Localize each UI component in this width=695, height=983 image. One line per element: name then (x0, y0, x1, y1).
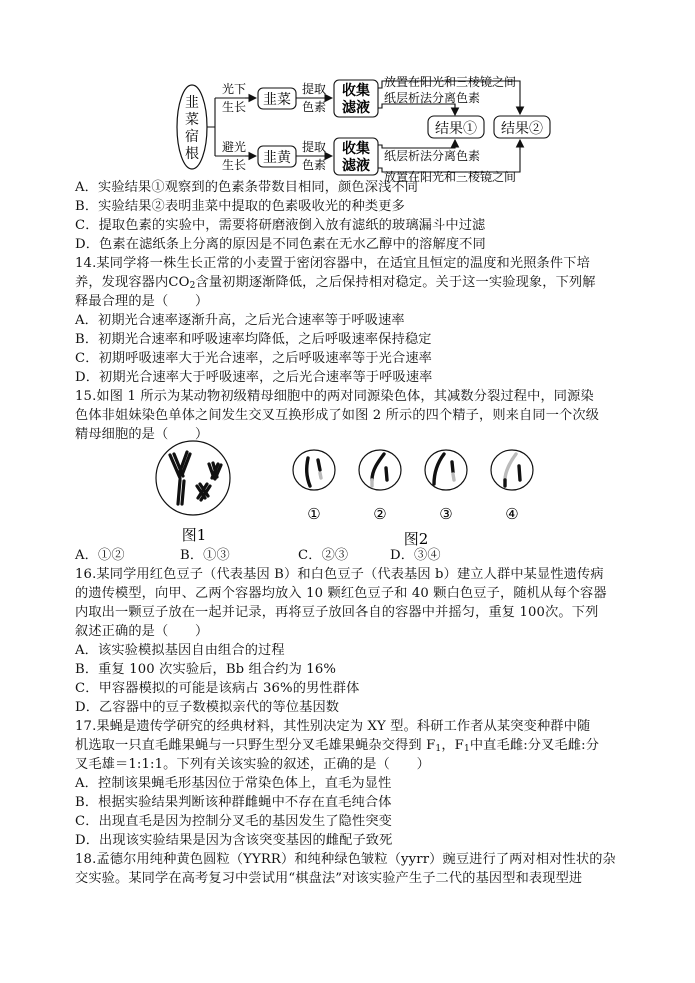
q15-stem-3: 精母细胞的是（ ） (75, 427, 209, 442)
lower-collect-1: 收集 (342, 141, 370, 157)
q15-option-d: D．③④ (390, 548, 441, 563)
q13-option-b: B．实验结果②表明韭菜中提取的色素吸收光的种类更多 (75, 199, 405, 214)
q17-stem-2 (75, 737, 599, 758)
q16-stem-2: 的遗传模型，向甲、乙两个容器均放入 10 颗红色豆子和 40 颗白色豆子，随机从每个容器 (75, 586, 607, 601)
sperm-label-2: ② (373, 505, 387, 523)
q14-stem-2-sub: 2 (189, 281, 196, 291)
q16-stem-4: 叙述正确的是（ ） (75, 624, 209, 639)
q15-option-c: C．②③ (298, 548, 349, 563)
q15-option-b: B．①③ (180, 548, 230, 563)
lower-condition-1: 避光 (222, 140, 247, 154)
q17-stem-2a: 机选取一只直毛雌果蝇与一只野生型分叉毛雄果蝇杂交得到 F (75, 738, 436, 753)
q17-stem-1: 17.果蝇是遗传学研究的经典材料，其性别决定为 XY 型。科研工作者从某突变种群中随 (75, 719, 591, 734)
fig1-label: 图1 (181, 526, 207, 544)
q15-stem-2: 色体非姐妹染色单体之间发生交叉互换形成了如图 2 所示的四个精子，则来自同一个次级 (75, 408, 600, 423)
upper-condition-1: 光下 (222, 82, 247, 96)
fig1-chromosome-pair-3 (178, 480, 184, 504)
fig1-chromosome-pair-2 (209, 463, 221, 479)
lower-extract-1: 提取 (302, 140, 327, 154)
q18-stem-1: 18.孟德尔用纯种黄色圆粒（YYRR）和纯种绿色皱粒（yyrr）豌豆进行了两对相对性状的杂 (75, 852, 616, 867)
q17-stem-2b: ，F (441, 738, 464, 753)
q17-option-b: B．根据实验结果判断该种群雌蝇中不存在直毛纯合体 (75, 795, 392, 810)
q14-stem-3: 释最合理的是（ ） (75, 294, 209, 309)
result2: 结果② (501, 121, 543, 137)
q13-option-a: A．实验结果①观察到的色素条带数目相同，颜色深浅不同 (75, 180, 419, 195)
q15-stem-1: 15.如图 1 所示为某动物初级精母细胞中的两对同源染色体，其减数分裂过程中，同源染 (75, 389, 594, 404)
q17-stem-2c: 中直毛雌:分叉毛雌:分 (469, 738, 600, 753)
sperm-1 (293, 450, 335, 490)
q16-option-d: D．乙容器中的豆子数模拟亲代的等位基因数 (75, 700, 340, 715)
sperm-label-3: ③ (439, 505, 453, 523)
sperm-label-1: ① (307, 505, 321, 523)
q14-stem-2b: 含量初期逐渐降低，之后保持相对稳定。关于这一实验现象，下列解 (195, 275, 596, 290)
sperm-3 (425, 450, 467, 490)
q16-option-b: B．重复 100 次实验后，Bb 组合约为 16% (75, 662, 337, 677)
lower-extract-2: 色素 (302, 158, 327, 172)
upper-condition-2: 生长 (222, 100, 247, 114)
upper-extract-2: 色素 (302, 100, 327, 114)
q14-stem-2a: 养，发现容器内CO (75, 275, 190, 290)
lower-collect-2: 滤液 (342, 158, 370, 174)
q17-option-d: D．出现该实验结果是因为含该突变基因的雌配子致死 (75, 833, 393, 848)
upper-method-bottom: 纸层析法分离色素 (384, 91, 481, 105)
q13-option-c: C．提取色素的实验中，需要将研磨液倒入放有滤纸的玻璃漏斗中过滤 (75, 218, 486, 233)
flow-diagram (0, 0, 695, 190)
root-char-1: 韭 (185, 95, 199, 111)
lower-plant: 韭黄 (263, 150, 291, 166)
fig1-cell (156, 441, 230, 515)
upper-collect-1: 收集 (342, 83, 370, 99)
fig1-chromosome-pair-1 (170, 452, 190, 478)
sperm-label-4: ④ (505, 505, 519, 523)
q15-figures (0, 440, 695, 550)
root-char-3: 宿 (185, 129, 199, 145)
q16-option-a: A．该实验模拟基因自由组合的过程 (75, 643, 285, 658)
q18-stem-2: 交实验。某同学在高考复习中尝试用“棋盘法”对该实验产生子二代的基因型和表现型进 (75, 871, 583, 886)
q14-option-d: D．初期光合速率大于呼吸速率，之后光合速率等于呼吸速率 (75, 370, 433, 385)
upper-extract-1: 提取 (302, 82, 327, 96)
upper-collect-2: 滤液 (342, 100, 370, 116)
sperm-4 (491, 450, 533, 490)
q13-option-d: D．色素在滤纸条上分离的原因是不同色素在无水乙醇中的溶解度不同 (75, 237, 486, 252)
root-char-2: 菜 (185, 112, 199, 128)
fig1-chromosome-pair-4 (197, 484, 210, 500)
fig2-label: 图2 (403, 530, 429, 548)
root-char-4: 根 (185, 146, 199, 162)
result1: 结果① (435, 121, 477, 137)
q17-stem-2-sub2: 1 (463, 744, 470, 754)
q17-option-a: A．控制该果蝇毛形基因位于常染色体上，直毛为显性 (75, 776, 392, 791)
lower-condition-2: 生长 (222, 158, 247, 172)
lower-method-bottom: 放置在阳光和三棱镜之间 (384, 170, 517, 184)
q14-stem-1: 14.某同学将一株生长正常的小麦置于密闭容器中，在适宜且恒定的温度和光照条件下培 (75, 256, 590, 271)
lower-method-top: 纸层析法分离色素 (384, 149, 481, 163)
q14-option-c: C．初期呼吸速率大于光合速率，之后呼吸速率等于光合速率 (75, 351, 433, 366)
q15-option-a: A．①② (75, 548, 125, 563)
q17-option-c: C．出现直毛是因为控制分叉毛的基因发生了隐性突变 (75, 814, 393, 829)
upper-method-top: 放置在阳光和三棱镜之间 (384, 75, 517, 89)
q17-stem-2-sub1: 1 (435, 744, 442, 754)
q16-option-c: C．甲容器模拟的可能是该病占 36%的男性群体 (75, 681, 360, 696)
sperm-2 (359, 450, 401, 490)
q17-stem-3: 叉毛雄＝1:1:1。下列有关该实验的叙述，正确的是（ ） (75, 757, 430, 772)
q14-option-a: A．初期光合速率逐渐升高，之后光合速率等于呼吸速率 (75, 313, 405, 328)
q14-stem-2 (75, 274, 596, 295)
q14-option-b: B．初期光合速率和呼吸速率均降低，之后呼吸速率保持稳定 (75, 332, 432, 347)
q16-stem-1: 16.某同学用红色豆子（代表基因 B）和白色豆子（代表基因 b）建立人群中某显性遗传病 (75, 567, 604, 582)
upper-plant: 韭菜 (263, 92, 291, 108)
q16-stem-3: 内取出一颗豆子放在一起并记录，再将豆子放回各自的容器中并摇匀，重复 100次。下列 (75, 605, 599, 620)
